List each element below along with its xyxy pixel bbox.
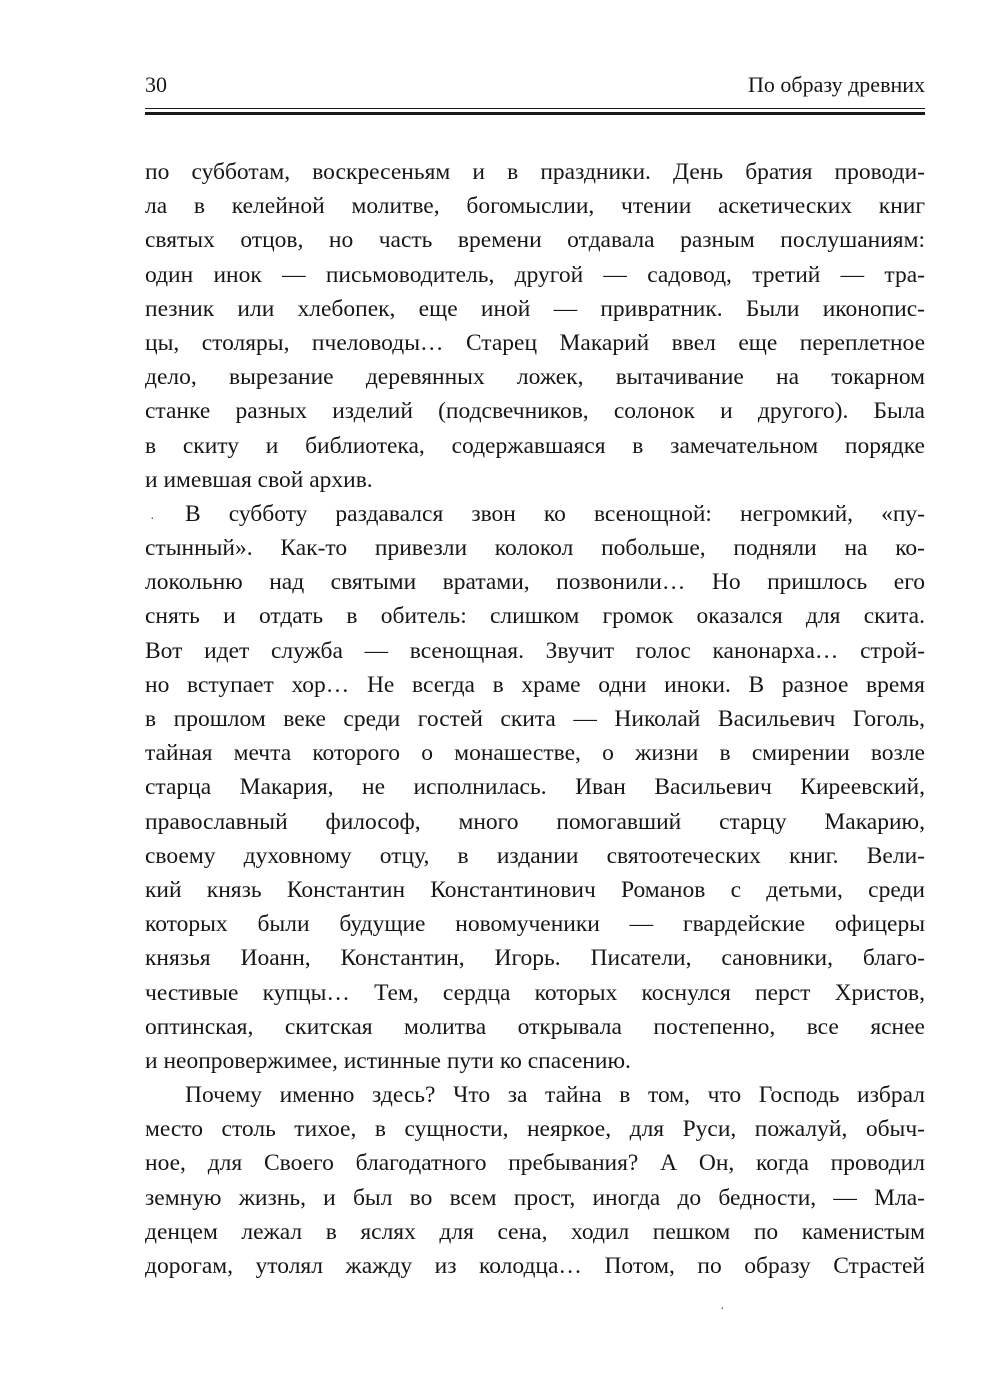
text-line: ла в келейной молитве, богомыслии, чтении аскетических книг (145, 193, 925, 220)
text-line: ное, для Своего благодатного пребывания? А Он, когда проводил (145, 1150, 925, 1177)
text-line: локольню над святыми вратами, позвонили… Но пришлось его (145, 569, 925, 596)
text-line: святых отцов, но часть времени отдавала разным послушаниям: (145, 227, 925, 254)
header-rule-thin (145, 108, 925, 109)
page-number: 30 (145, 72, 167, 97)
text-line: в прошлом веке среди гостей скита — Николай Васильевич Гоголь, (145, 706, 925, 732)
text-line: денцем лежал в яслях для сена, ходил пешком по каменистым (145, 1218, 925, 1245)
print-speck: · (150, 512, 155, 527)
text-line: князья Иоанн, Константин, Игорь. Писатели, сановники, благо- (145, 945, 925, 972)
text-line: тайная мечта которого о монашестве, о жизни в смирении возле (145, 740, 925, 767)
text-line: своему духовному отцу, в издании святоотеческих книг. Вели- (145, 842, 925, 869)
text-line: снять и отдать в обитель: слишком громок оказался для скита. (145, 603, 925, 630)
text-line: кий князь Константин Константинович Романов с детьми, среди (145, 876, 925, 903)
paragraph-1 (145, 155, 925, 497)
text-line: стынный». Как-то привезли колокол побольше, подняли на ко- (145, 535, 925, 562)
text-line: честивые купцы… Тем, сердца которых коснулся перст Христов, (145, 979, 925, 1006)
book-page (145, 70, 925, 1283)
text-line: дело, вырезание деревянных ложек, вытачивание на токарном (145, 364, 925, 391)
text-line: но вступает хор… Не всегда в храме одни иноки. В разное время (145, 671, 925, 698)
text-line: земную жизнь, и был во всем прост, иногда до бедности, — Мла- (145, 1184, 925, 1211)
header-rule-thick (145, 112, 925, 115)
text-line: оптинская, скитская молитва открывала постепенно, все яснее (145, 1013, 925, 1040)
body-text (145, 155, 925, 1283)
text-line: пезник или хлебопек, еще иной — привратник. Были иконопис- (145, 295, 925, 322)
text-line: Почему именно здесь? Что за тайна в том, что Господь избрал (185, 1082, 925, 1109)
text-line: старца Макария, не исполнилась. Иван Васильевич Киреевский, (145, 774, 925, 801)
text-line: которых были будущие новомученики — гвардейские офицеры (145, 911, 925, 938)
text-line: православный философ, много помогавший старцу Макарию, (145, 808, 925, 835)
paragraph-3 (145, 1078, 925, 1283)
text-line: и неопровержимее, истинные пути ко спасению. (145, 1047, 631, 1074)
text-line: в скиту и библиотека, содержавшаяся в замечательном порядке (145, 432, 925, 459)
text-line: станке разных изделий (подсвечников, солонок и другого). Была (145, 398, 925, 425)
text-line: место столь тихое, в сущности, неяркое, для Руси, пожалуй, обыч- (145, 1116, 925, 1143)
text-line: цы, столяры, пчеловоды… Старец Макарий ввел еще переплетное (145, 329, 925, 356)
text-line: один инок — письмоводитель, другой — садовод, третий — тра- (145, 261, 925, 288)
paragraph-2 (145, 497, 925, 1078)
running-title: По образу древних (748, 72, 925, 97)
text-line: Вот идет служба — всенощная. Звучит голос канонарха… строй- (145, 637, 925, 664)
text-line: В субботу раздавался звон ко всенощной: негромкий, «пу- (185, 500, 925, 527)
running-header (145, 70, 925, 100)
text-line: дорогам, утолял жажду из колодца… Потом, по образу Страстей (145, 1253, 925, 1279)
print-speck: · (720, 1302, 725, 1317)
text-line: по субботам, воскресеньям и в праздники. День братия проводи- (145, 159, 925, 185)
text-line: и имевшая свой архив. (145, 466, 373, 493)
